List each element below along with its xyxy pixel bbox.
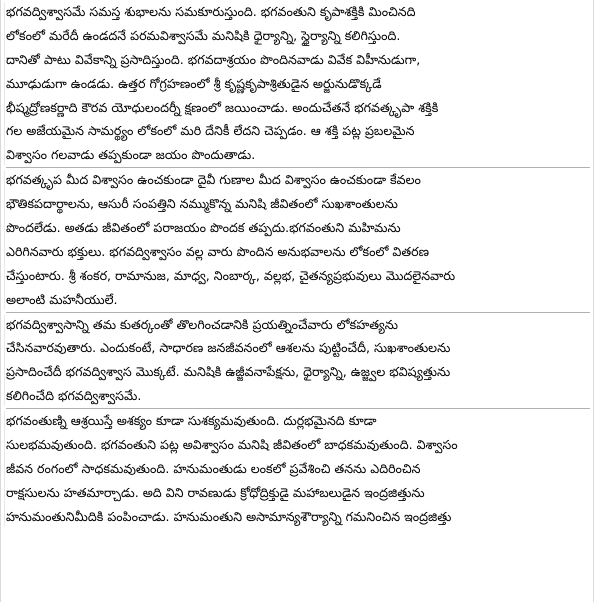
text-line: చేస్తుంటారు. శ్రీ శంకర, రామానుజ, మాధ్వ, నింబార్క, వల్లభ, చైతన్యప్రభువులు మొదలైనవారు xyxy=(6,267,456,283)
text-line: కలిగించేది భగవద్విశ్వాసమే. xyxy=(6,388,142,404)
text-line: హనుమంతునిమీదికి పంపించాడు. హనుమంతుని అసామాన్యశౌర్యాన్ని గమనించిన ఇంద్రజిత్తు xyxy=(6,508,452,524)
text-line: భగవద్విశ్వాసమే సమస్త శుభాలను సమకూరుస్తుంది. భగవంతుని కృపాశక్తికి మించినది xyxy=(6,4,416,19)
paragraph-1 xyxy=(6,0,590,168)
text-line: చేసినవారవుతారు. ఎందుకంటే, సాధారణ జనజీవనంలో ఆశలను పుట్టించేదీ, సుఖశాంతులను xyxy=(6,340,451,356)
text-line: జీవన రంగంలో సాధకమవుతుంది. హనుమంతుడు లంకలో ప్రవేశించి తనను ఎదిరించిన xyxy=(6,460,421,476)
paragraph-3 xyxy=(6,313,590,410)
text-line: గల అజేయమైన సామర్థ్యం లోకంలో మరి దేనికీ లేదని చెప్పడం. ఆ శక్తి పట్ల ప్రబలమైన xyxy=(6,123,415,139)
text-line: భౌతికపదార్థాలను, ఆసురీ సంపత్తిని నమ్ముకొన్న మనిషి జీవితంలో సుఖశాంతులను xyxy=(6,196,398,212)
text-line: లోకంలో మరేదీ ఉండదనే పరమవిశ్వాసమే మనిషికి ధైర్యాన్ని, స్థైర్యాన్ని కలిగిస్తుంది. xyxy=(6,27,401,43)
text-line: విశ్వాసం గలవాడు తప్పకుండా జయం పొందుతాడు. xyxy=(6,147,256,163)
text-line: భగవంతుణ్ని ఆశ్రయిస్తే అశక్యం కూడా సుశక్యమవుతుంది. దుర్లభమైనది కూడా xyxy=(6,413,377,429)
text-line: సులభమవుతుంది. భగవంతుని పట్ల అవిశ్వాసం మనిషి జీవితంలో బాధకమవుతుంది. విశ్వాసం xyxy=(6,437,458,453)
text-line: మూఢుడుగా ఉండడు. ఉత్తర గోగ్రహణంలో శ్రీ కృష్ణకృపాశ్రితుడైన అర్జునుడొక్కడే xyxy=(6,75,382,91)
paragraph-2 xyxy=(6,168,590,312)
text-line: భగవత్కృప మీద విశ్వాసం ఉంచకుండా దైవీ గుణాల మీద విశ్వాసం ఉంచకుండా కేవలం xyxy=(6,172,421,188)
text-line: పొందలేడు. అతడు జీవితంలో పరాజయం పొందక తప్పదు.భగవంతుని మహిమను xyxy=(6,220,401,236)
text-line: భీష్మద్రోణకర్ణాది కౌరవ యోధులందర్నీ క్షణంలో జయించాడు. అందుచేతనే భగవత్కృపా శక్తికి xyxy=(6,99,439,115)
text-line: దానితో పాటు వివేకాన్ని ప్రసాదిస్తుంది. భగవదాశ్రయం పొందినవాడు వివేక విహీనుడుగా, xyxy=(6,51,421,67)
article-body xyxy=(6,0,590,529)
text-line: భగవద్విశ్వాసాన్ని తమ కుతర్కంతో తొలగించడానికి ప్రయత్నించేవారు లోకహత్యను xyxy=(6,316,398,332)
text-line: ఎరిగినవారు భక్తులు. భగవద్విశ్వాసం వల్ల వారు పొందిన అనుభవాలను లోకంలో వితరణ xyxy=(6,243,430,259)
paragraph-4 xyxy=(6,409,590,528)
text-line: అలాంటి మహనీయులే. xyxy=(6,291,118,307)
text-line: రాక్షసులను హతమార్చాడు. అది విని రావణుడు క్రోధోద్రిక్తుడై మహాబలుడైన ఇంద్రజిత్తును xyxy=(6,484,425,500)
text-line: ప్రసాదించేదీ భగవద్విశ్వాస మొక్కటే. మనిషికి ఉజ్జీవనాపేక్షను, ధైర్యాన్ని, ఉజ్జ్వల భవిష్యత్తును xyxy=(6,364,451,380)
